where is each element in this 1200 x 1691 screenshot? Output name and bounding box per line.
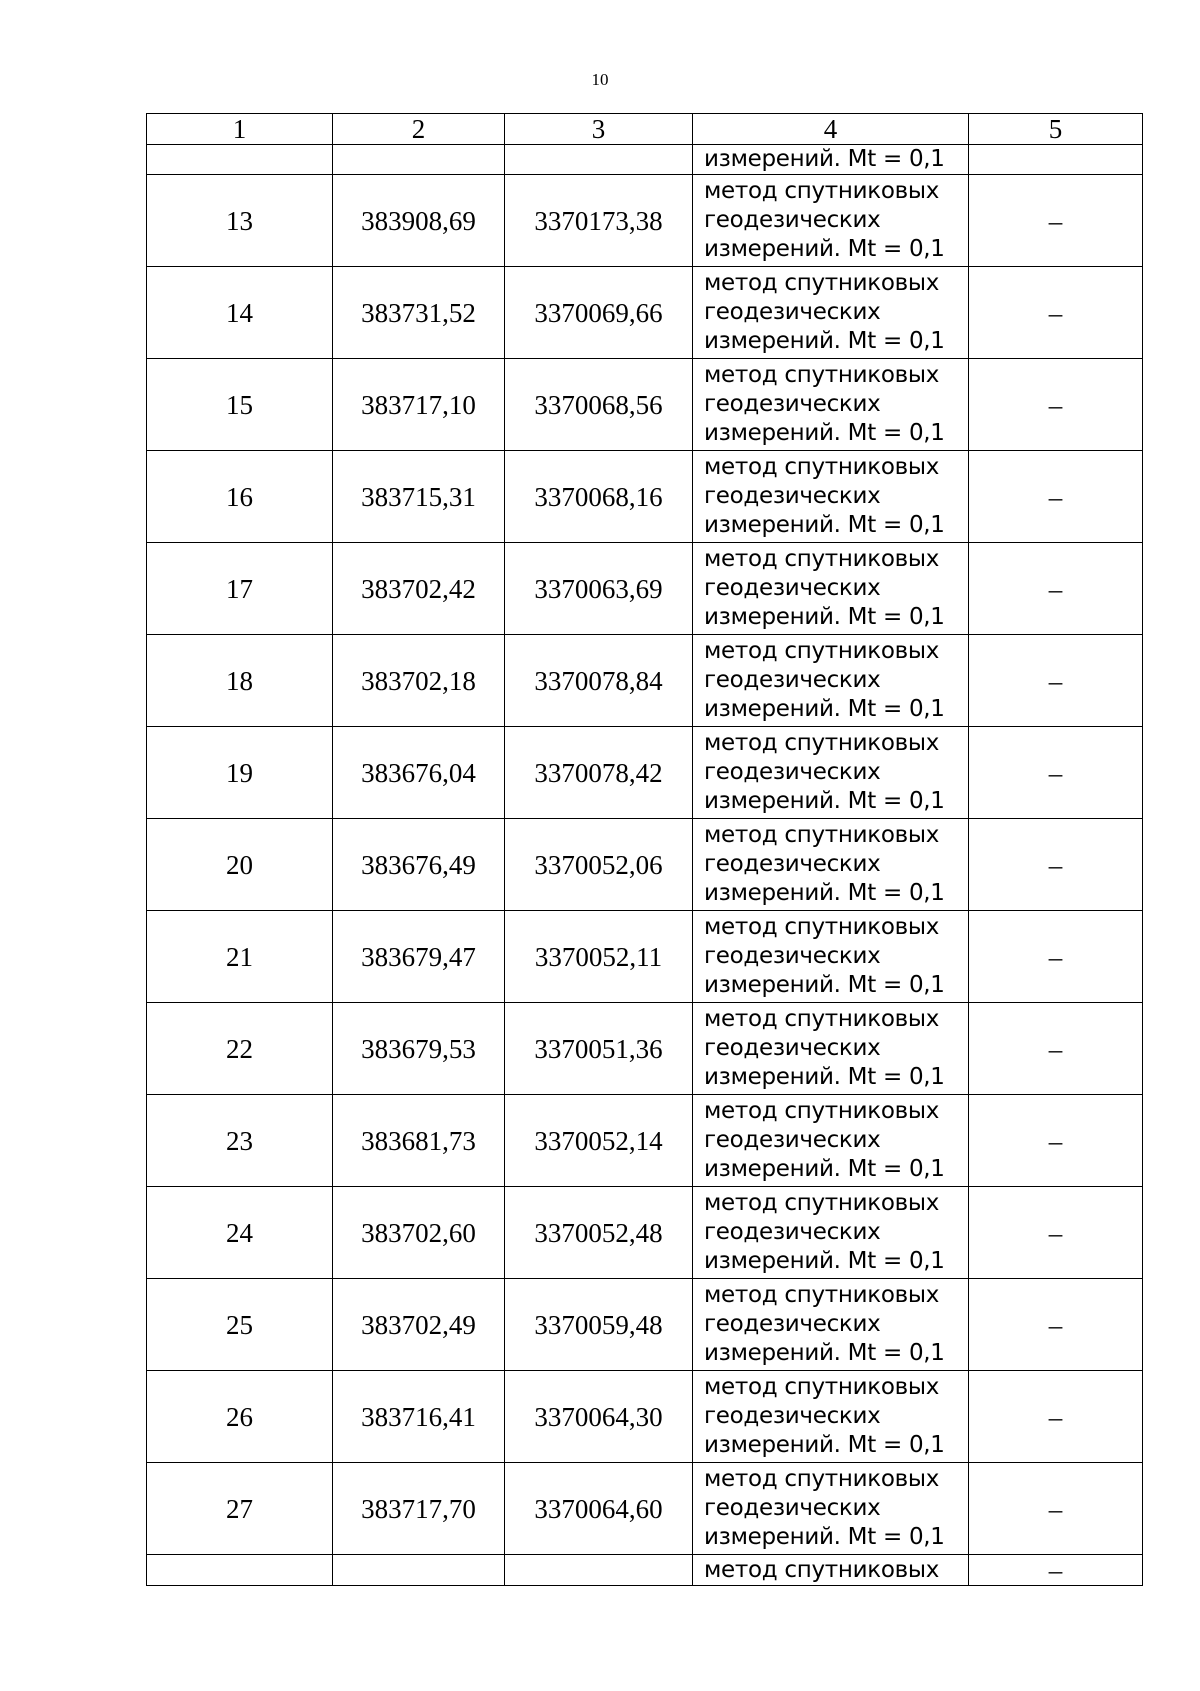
table-row [147,1279,1143,1371]
method-cell: метод спутниковых [693,1555,969,1586]
y-coordinate-cell: 3370069,66 [505,267,693,359]
method-line: метод спутниковых [704,1374,940,1400]
method-line: геодезических [704,391,881,417]
page-number: 10 [591,70,609,89]
note-cell: – [969,175,1143,267]
y-coordinate-cell: 3370052,14 [505,1095,693,1187]
x-coordinate-cell: 383681,73 [333,1095,505,1187]
note-cell: – [969,635,1143,727]
method-line: геодезических [704,667,881,693]
x-coordinate-cell: 383679,47 [333,911,505,1003]
point-number-cell: 19 [147,727,333,819]
method-line: метод спутниковых [704,270,940,296]
table-cell [505,145,693,175]
y-coordinate-cell: 3370078,42 [505,727,693,819]
method-cell [693,1187,969,1279]
table-row [147,543,1143,635]
y-coordinate-cell: 3370052,11 [505,911,693,1003]
column-header: 1 [147,114,333,145]
column-header: 5 [969,114,1143,145]
column-header: 2 [333,114,505,145]
method-line: измерений. Mt = 0,1 [704,328,945,354]
y-coordinate-cell: 3370078,84 [505,635,693,727]
note-cell: – [969,1187,1143,1279]
method-cell [693,727,969,819]
x-coordinate-cell: 383731,52 [333,267,505,359]
method-cell [693,1279,969,1371]
x-coordinate-cell: 383676,49 [333,819,505,911]
method-line: измерений. Mt = 0,1 [704,1156,945,1182]
method-line: геодезических [704,575,881,601]
method-line: измерений. Mt = 0,1 [704,788,945,814]
x-coordinate-cell: 383908,69 [333,175,505,267]
method-cell: измерений. Mt = 0,1 [693,145,969,175]
y-coordinate-cell: 3370064,30 [505,1371,693,1463]
method-line: измерений. Mt = 0,1 [704,696,945,722]
point-number-cell: 27 [147,1463,333,1555]
y-coordinate-cell: 3370068,16 [505,451,693,543]
method-line: измерений. Mt = 0,1 [704,236,945,262]
method-cell [693,175,969,267]
x-coordinate-cell: 383717,70 [333,1463,505,1555]
x-coordinate-cell: 383702,60 [333,1187,505,1279]
note-cell: – [969,1279,1143,1371]
column-header: 4 [693,114,969,145]
table-row [147,1003,1143,1095]
table-cell [505,1555,693,1586]
table-cell [333,1555,505,1586]
method-cell [693,1371,969,1463]
method-line: измерений. Mt = 0,1 [704,1432,945,1458]
table-row [147,635,1143,727]
point-number-cell: 18 [147,635,333,727]
x-coordinate-cell: 383716,41 [333,1371,505,1463]
point-number-cell: 15 [147,359,333,451]
method-line: измерений. Mt = 0,1 [704,604,945,630]
method-line: геодезических [704,759,881,785]
method-line: метод спутниковых [704,638,940,664]
table-row [147,1187,1143,1279]
note-cell: – [969,359,1143,451]
method-line: метод спутниковых [704,454,940,480]
table-cell [969,145,1143,175]
table-row [147,1371,1143,1463]
method-line: геодезических [704,1127,881,1153]
continuation-row [147,145,1143,175]
method-line: метод спутниковых [704,1282,940,1308]
y-coordinate-cell: 3370052,48 [505,1187,693,1279]
method-cell [693,451,969,543]
table-row [147,911,1143,1003]
point-number-cell: 23 [147,1095,333,1187]
method-line: метод спутниковых [704,1098,940,1124]
method-line: геодезических [704,1311,881,1337]
method-line: геодезических [704,207,881,233]
method-cell [693,1095,969,1187]
table-row [147,1463,1143,1555]
note-cell: – [969,911,1143,1003]
method-line: геодезических [704,1403,881,1429]
table-cell [147,145,333,175]
point-number-cell: 13 [147,175,333,267]
x-coordinate-cell: 383715,31 [333,451,505,543]
note-cell: – [969,1095,1143,1187]
method-line: геодезических [704,943,881,969]
note-cell: – [969,543,1143,635]
table-header-row [147,114,1143,145]
table-row [147,1095,1143,1187]
method-line: геодезических [704,299,881,325]
point-number-cell: 20 [147,819,333,911]
method-line: измерений. Mt = 0,1 [704,972,945,998]
x-coordinate-cell: 383679,53 [333,1003,505,1095]
table-row [147,175,1143,267]
y-coordinate-cell: 3370063,69 [505,543,693,635]
x-coordinate-cell: 383702,42 [333,543,505,635]
note-cell: – [969,267,1143,359]
method-line: измерений. Mt = 0,1 [704,512,945,538]
note-cell: – [969,1371,1143,1463]
point-number-cell: 16 [147,451,333,543]
method-line: геодезических [704,1035,881,1061]
table-cell [147,1555,333,1586]
point-number-cell: 22 [147,1003,333,1095]
y-coordinate-cell: 3370064,60 [505,1463,693,1555]
method-line: измерений. Mt = 0,1 [704,1340,945,1366]
y-coordinate-cell: 3370068,56 [505,359,693,451]
column-header: 3 [505,114,693,145]
coordinates-table [146,113,1143,1586]
method-line: метод спутниковых [704,1190,940,1216]
note-cell: – [969,451,1143,543]
method-line: измерений. Mt = 0,1 [704,880,945,906]
method-line: метод спутниковых [704,730,940,756]
method-cell [693,543,969,635]
method-line: метод спутниковых [704,546,940,572]
method-line: геодезических [704,1219,881,1245]
x-coordinate-cell: 383717,10 [333,359,505,451]
table-row [147,359,1143,451]
method-cell [693,911,969,1003]
table-row [147,1555,1143,1586]
point-number-cell: 24 [147,1187,333,1279]
method-cell [693,819,969,911]
method-line: измерений. Mt = 0,1 [704,1248,945,1274]
method-line: метод спутниковых [704,1466,940,1492]
table-row [147,267,1143,359]
method-line: метод спутниковых [704,1006,940,1032]
point-number-cell: 25 [147,1279,333,1371]
x-coordinate-cell: 383676,04 [333,727,505,819]
x-coordinate-cell: 383702,18 [333,635,505,727]
method-cell [693,1463,969,1555]
method-line: метод спутниковых [704,178,940,204]
x-coordinate-cell: 383702,49 [333,1279,505,1371]
table-row [147,451,1143,543]
table-row [147,819,1143,911]
method-line: метод спутниковых [704,362,940,388]
note-cell: – [969,819,1143,911]
note-cell: – [969,727,1143,819]
point-number-cell: 26 [147,1371,333,1463]
note-cell: – [969,1463,1143,1555]
table-cell [333,145,505,175]
method-line: геодезических [704,851,881,877]
method-line: метод спутниковых [704,822,940,848]
method-cell [693,635,969,727]
method-cell [693,359,969,451]
method-cell [693,1003,969,1095]
y-coordinate-cell: 3370051,36 [505,1003,693,1095]
note-cell: – [969,1555,1143,1586]
method-line: метод спутниковых [704,914,940,940]
point-number-cell: 17 [147,543,333,635]
point-number-cell: 21 [147,911,333,1003]
method-line: измерений. Mt = 0,1 [704,1524,945,1550]
y-coordinate-cell: 3370059,48 [505,1279,693,1371]
method-cell [693,267,969,359]
method-line: геодезических [704,483,881,509]
method-line: измерений. Mt = 0,1 [704,1064,945,1090]
method-line: геодезических [704,1495,881,1521]
table-row [147,727,1143,819]
note-cell: – [969,1003,1143,1095]
point-number-cell: 14 [147,267,333,359]
y-coordinate-cell: 3370173,38 [505,175,693,267]
y-coordinate-cell: 3370052,06 [505,819,693,911]
method-line: измерений. Mt = 0,1 [704,420,945,446]
